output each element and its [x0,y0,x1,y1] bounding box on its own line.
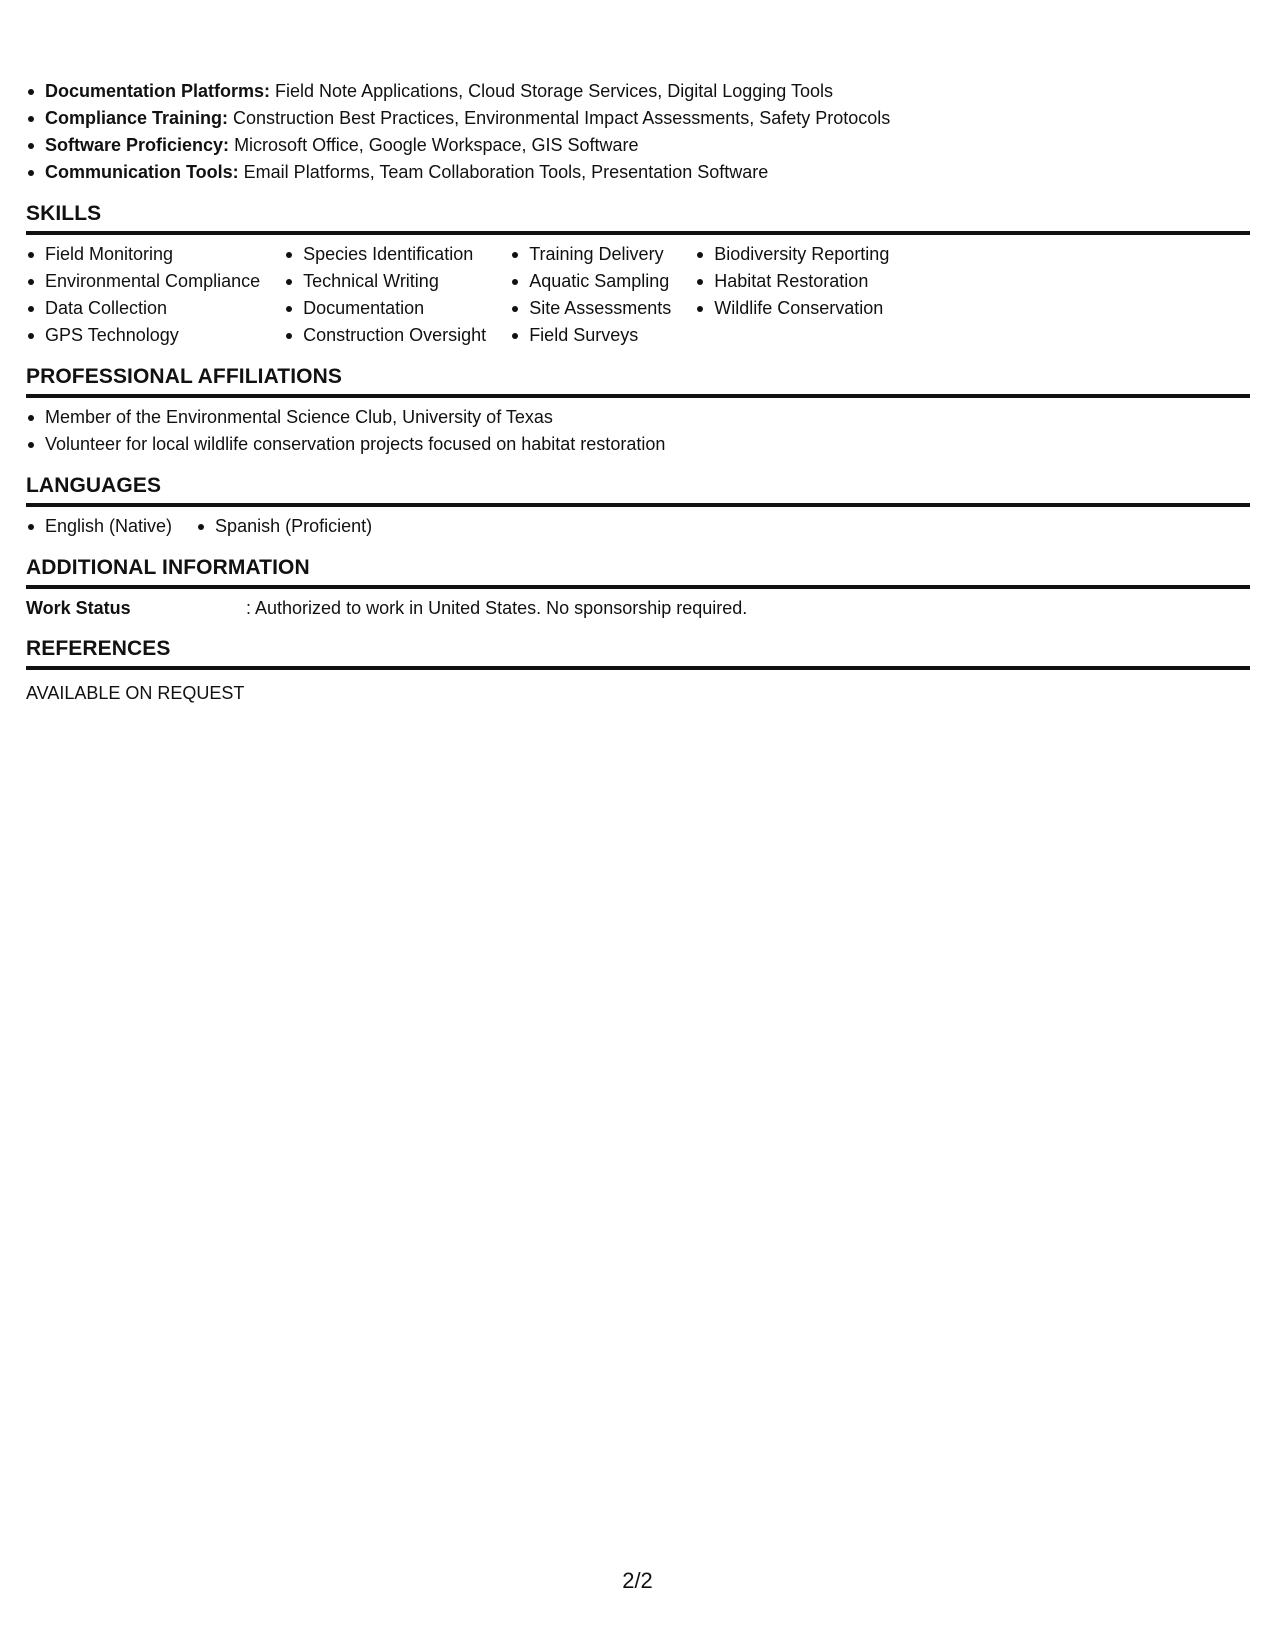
references-section [26,635,1250,706]
work-status-label: Work Status [26,598,131,618]
list-item [26,132,1250,159]
section-title-affiliations: PROFESSIONAL AFFILIATIONS [26,363,1250,398]
section-title-additional: ADDITIONAL INFORMATION [26,554,1250,589]
skills-column [284,241,486,349]
skills-column [510,241,671,349]
work-status-row [26,595,1250,621]
tools-list [26,78,1250,186]
skill-item: Field Monitoring [26,241,260,268]
skills-column [26,241,260,349]
skill-item: Species Identification [284,241,486,268]
tool-label: Documentation Platforms: [45,81,271,101]
skill-item: Training Delivery [510,241,671,268]
skill-item: Environmental Compliance [26,268,260,295]
skill-item: Construction Oversight [284,322,486,349]
skill-item: Habitat Restoration [695,268,889,295]
languages-list [26,513,172,540]
language-item: Spanish (Proficient) [196,513,372,540]
affiliation-item: Member of the Environmental Science Club, University of Texas [26,404,1250,431]
tool-label: Communication Tools: [45,162,239,182]
tool-label: Compliance Training: [45,108,229,128]
skills-grid [26,241,1250,349]
skill-item: Documentation [284,295,486,322]
list-item [26,159,1250,186]
section-title-languages: LANGUAGES [26,472,1250,507]
skill-item: Site Assessments [510,295,671,322]
skill-item: Field Surveys [510,322,671,349]
page-number: 2/2 [622,1568,653,1593]
languages-row [26,513,1250,540]
skill-item: GPS Technology [26,322,260,349]
skill-item: Technical Writing [284,268,486,295]
tool-text: Field Note Applications, Cloud Storage Services, Digital Logging Tools [270,81,834,101]
languages-section [26,472,1250,540]
section-title-references: REFERENCES [26,635,1250,670]
references-text: AVAILABLE ON REQUEST [26,683,245,703]
affiliations-list [26,404,1250,458]
work-status-value: : Authorized to work in United States. No sponsorship required. [246,598,748,618]
languages-list [196,513,372,540]
language-item: English (Native) [26,513,172,540]
list-item [26,78,1250,105]
tool-label: Software Proficiency: [45,135,230,155]
resume-page [26,78,1250,706]
skills-column [695,241,889,349]
skill-item: Wildlife Conservation [695,295,889,322]
skill-item: Data Collection [26,295,260,322]
tool-text: Email Platforms, Team Collaboration Tools, Presentation Software [238,162,769,182]
section-title-skills: SKILLS [26,200,1250,235]
skills-section [26,200,1250,349]
skill-item: Biodiversity Reporting [695,241,889,268]
tool-text: Microsoft Office, Google Workspace, GIS Software [229,135,639,155]
affiliation-item: Volunteer for local wildlife conservation projects focused on habitat restoration [26,431,1250,458]
affiliations-section [26,363,1250,458]
tool-text: Construction Best Practices, Environmental Impact Assessments, Safety Protocols [228,108,891,128]
list-item [26,105,1250,132]
skill-item: Aquatic Sampling [510,268,671,295]
additional-info-section [26,554,1250,621]
